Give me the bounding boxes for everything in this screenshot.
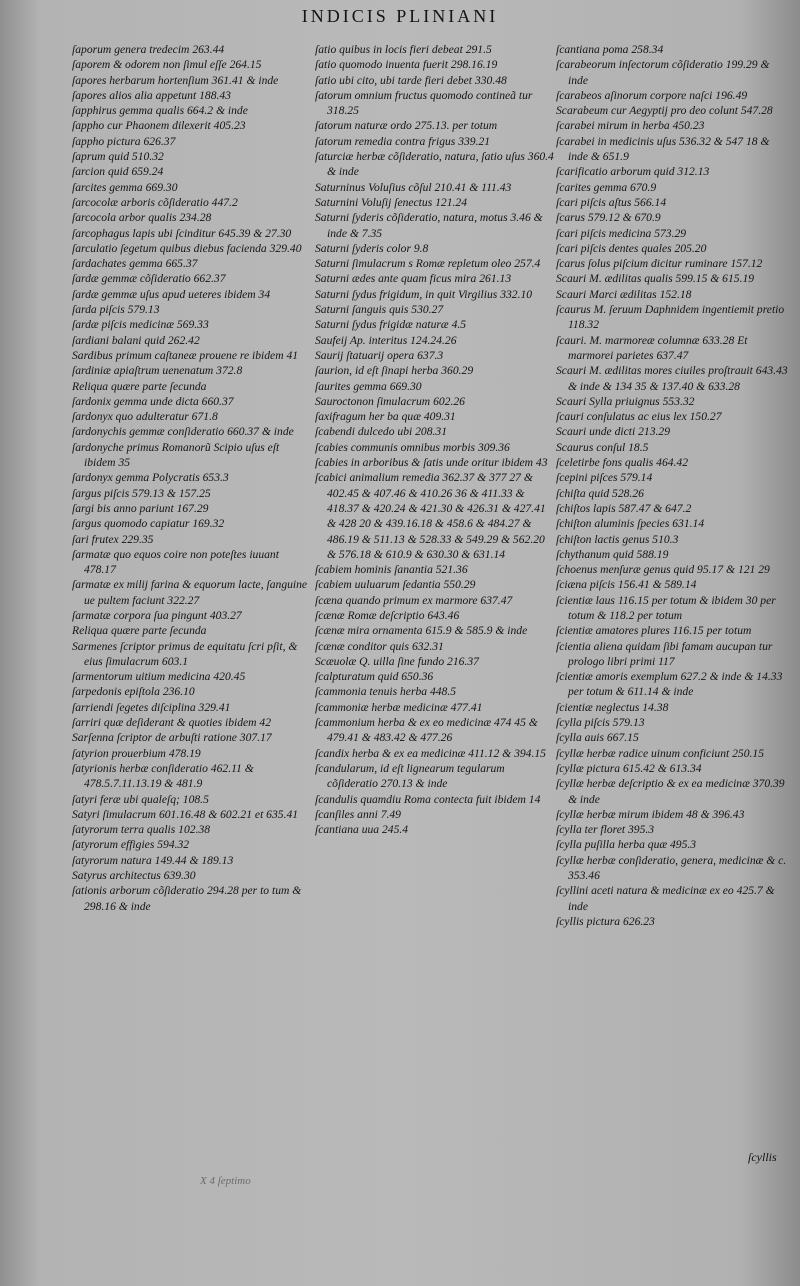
index-entry: ſarcocolæ arboris cõſideratio 447.2 xyxy=(72,195,238,209)
index-entry: ſarcites gemma 669.30 xyxy=(72,180,178,194)
index-entry: ſarcion quid 659.24 xyxy=(72,165,164,179)
index-entry: ſcarabeos aſinorum corpore naſci 196.49 xyxy=(556,88,748,102)
index-entry: ſcalpturatum quid 650.36 xyxy=(315,670,434,684)
index-entry: ſcænæ mira ornamenta 615.9 & 585.9 & inde xyxy=(315,624,528,638)
index-entry: ſcammoniæ herbæ medicinæ 477.41 xyxy=(315,700,483,714)
index-entry: ſcaurus M. ſeruum Daphnidem ingentiemit pretio 118.32 xyxy=(556,303,785,332)
index-entry: ſcylla piſcis 579.13 xyxy=(556,716,645,730)
index-entry: Scauri Marci ædilitas 152.18 xyxy=(556,287,692,301)
catchword: ſcyllis xyxy=(748,1150,777,1164)
index-entry: ſapores alios alia appetunt 188.43 xyxy=(72,88,231,102)
index-entry: Scauri Sylla priuignus 553.32 xyxy=(556,394,695,408)
index-entry: ſcari piſcis aſtus 566.14 xyxy=(556,195,667,209)
index-entry: ſarriendi ſegetes diſciplina 329.41 xyxy=(72,700,231,714)
index-entry: ſcauri. M. marmoreæ columnæ 633.28 Et marmorei parietes 637.47 xyxy=(556,333,748,362)
index-entry: ſcarificatio arborum quid 312.13 xyxy=(556,165,710,179)
index-entry: ſatyrorum effigies 594.32 xyxy=(72,838,190,852)
index-entry: ſcyllis pictura 626.23 xyxy=(556,914,655,928)
index-entry: ſcantiana uua 245.4 xyxy=(315,823,409,837)
index-entry: Saturni ſyderis cõſideratio, natura, motus 3.46 & inde & 7.35 xyxy=(315,211,543,240)
index-entry: ſardonyx gemma Polycratis 653.3 xyxy=(72,471,229,485)
index-entry: ſatorum naturæ ordo 275.13. per totum xyxy=(315,119,498,133)
index-entry: Reliqua quære parte ſecunda xyxy=(72,379,207,393)
index-entry: ſarpedonis epiſtola 236.10 xyxy=(72,685,195,699)
index-entry: ſarmatæ quo equos coire non poteſtes iuuant 478.17 xyxy=(72,547,279,577)
index-entry: ſargus quomodo capiatur 169.32 xyxy=(72,517,225,531)
index-entry: Sardibus primum caſtaneæ prouene re ibidem 41 xyxy=(72,348,299,362)
index-entry: ſcarites gemma 670.9 xyxy=(556,180,657,194)
index-entry: ſchythanum quid 588.19 xyxy=(556,547,669,561)
index-entry: ſarcocola arbor qualis 234.28 xyxy=(72,211,212,225)
index-entry: ſcabiem uuluarum ſedantia 550.29 xyxy=(315,578,476,592)
index-entry: ſcabici animalium remedia 362.37 & 377 27 & 402.45 & 407.46 & 410.26 36 & 411.33 & 418.37 & 420.24 & 421.30 & 426.31 & 427.41 & 428 20 & 439.16.18 & 458.6 & 484.27 & 486.19 & 511.13 & 528.33 & 549.29 & 562.20 & 576.18 & 610.9 & 630.30 & 631.14 xyxy=(315,471,546,561)
index-entry: ſappho pictura 626.37 xyxy=(72,134,176,148)
index-entry: Saturni ſydus frigidæ naturæ 4.5 xyxy=(315,318,467,332)
index-entry: ſcammonium herba & ex eo medicinæ 474 45 & 479.41 & 483.42 & 477.26 xyxy=(315,716,538,745)
index-entry: ſcyllæ herbæ conſideratio, genera, medicinæ & c. 353.46 xyxy=(556,853,787,883)
index-entry: Scauri unde dicti 213.29 xyxy=(556,425,670,439)
index-column-3 xyxy=(556,42,788,929)
index-entry: ſarda piſcis 579.13 xyxy=(72,303,160,317)
index-entry: ſchiſta quid 528.26 xyxy=(556,486,644,500)
index-entry: ſcarus ſolus piſcium dicitur ruminare 157.12 xyxy=(556,257,763,271)
index-entry: ſcyllæ herbæ mirum ibidem 48 & 396.43 xyxy=(556,807,745,821)
index-entry: ſatyrionis herbæ conſideratio 462.11 & 478.5.7.11.13.19 & 481.9 xyxy=(72,761,254,791)
index-entry: ſcabendi dulcedo ubi 208.31 xyxy=(315,425,448,439)
index-entry: ſarmatæ corpora ſua pingunt 403.27 xyxy=(72,608,242,622)
index-entry: ſcari piſcis medicina 573.29 xyxy=(556,226,687,240)
index-entry: ſardiani balani quid 262.42 xyxy=(72,333,200,347)
index-entry: ſcarabei mirum in herba 450.23 xyxy=(556,119,705,133)
index-entry: ſaporem & odorem non ſimul eſſe 264.15 xyxy=(72,58,262,72)
index-entry: Saturnini Voluſij ſenectus 121.24 xyxy=(315,195,467,209)
index-entry: ſcabiem hominis ſanantia 521.36 xyxy=(315,563,468,577)
index-entry: ſchiſton aluminis ſpecies 631.14 xyxy=(556,517,705,531)
index-entry: Scaurus conſul 18.5 xyxy=(556,440,649,454)
index-entry: ſardachates gemma 665.37 xyxy=(72,257,198,271)
index-entry: ſcantiana poma 258.34 xyxy=(556,43,664,56)
index-entry: Saufeij Ap. interitus 124.24.26 xyxy=(315,333,457,347)
index-entry: ſcandularum, id eſt lignearum tegularum cõſideratio 270.13 & inde xyxy=(315,761,505,791)
index-entry: ſaurites gemma 669.30 xyxy=(315,379,422,393)
index-entry: Scauri M. ædilitas qualis 599.15 & 615.19 xyxy=(556,272,755,286)
index-entry: ſardæ piſcis medicinæ 569.33 xyxy=(72,318,209,332)
index-entry: Saturni ſanguis quis 530.27 xyxy=(315,303,444,317)
index-entry: Scarabeum cur Aegyptij pro deo colunt 547.28 xyxy=(556,104,773,118)
index-entry: ſardonyche primus Romanorũ Scipio uſus eſt ibidem 35 xyxy=(72,440,280,470)
index-entry: ſcammonia tenuis herba 448.5 xyxy=(315,685,457,699)
index-entry: ſari frutex 229.35 xyxy=(72,532,154,546)
index-entry: ſaxifragum her ba quæ 409.31 xyxy=(315,410,456,424)
index-entry: ſchoenus menſuræ genus quid 95.17 & 121 29 xyxy=(556,563,770,577)
index-entry: Scauri M. ædilitas mores ciuiles proſtrauit 643.43 & inde & 134 35 & 137.40 & 633.28 xyxy=(556,364,788,393)
index-entry: ſargus piſcis 579.13 & 157.25 xyxy=(72,486,211,500)
index-entry: ſcepini piſces 579.14 xyxy=(556,471,653,485)
index-entry: ſcabies in arboribus & ſatis unde oritur ibidem 43 xyxy=(315,456,548,470)
index-entry: Saturninus Voluſius cõſul 210.41 & 111.43 xyxy=(315,180,512,194)
index-entry: ſcylla ter floret 395.3 xyxy=(556,823,655,837)
index-entry: ſappho cur Phaonem dilexerit 405.23 xyxy=(72,119,246,133)
index-entry: ſaprum quid 510.32 xyxy=(72,150,164,164)
index-entry: Saturni ſimulacrum s Romæ repletum oleo 257.4 xyxy=(315,257,541,271)
index-entry: ſcientiæ neglectus 14.38 xyxy=(556,700,669,714)
index-entry: ſcæna quando primum ex marmore 637.47 xyxy=(315,593,513,607)
index-entry: ſcyllæ pictura 615.42 & 613.34 xyxy=(556,761,702,775)
index-entry: Sauroctonon ſimulacrum 602.26 xyxy=(315,394,465,408)
index-entry: ſcandix herba & ex ea medicinæ 411.12 & 394.15 xyxy=(315,746,546,760)
index-entry: ſarmentorum uitium medicina 420.45 xyxy=(72,670,246,684)
index-entry: ſapores herbarum hortenſium 361.41 & inde xyxy=(72,73,279,87)
index-entry: ſatyrion prouerbium 478.19 xyxy=(72,746,201,760)
index-entry: Satyri ſimulacrum 601.16.48 & 602.21 et 635.41 xyxy=(72,807,299,821)
index-entry: ſarmatæ ex milij farina & equorum lacte, ſanguine ue pultem faciunt 322.27 xyxy=(72,578,308,607)
index-entry: ſargi bis anno pariunt 167.29 xyxy=(72,501,209,515)
index-entry: ſcabies communis omnibus morbis 309.36 xyxy=(315,440,510,454)
index-entry: ſardonyx quo adulteratur 671.8 xyxy=(72,410,218,424)
index-entry: ſcylla auis 667.15 xyxy=(556,731,639,745)
index-entry: ſardiniæ apiaſtrum uenenatum 372.8 xyxy=(72,364,243,378)
index-entry: Saturni ædes ante quam ficus mira 261.13 xyxy=(315,272,512,286)
index-entry: ſapphirus gemma qualis 664.2 & inde xyxy=(72,104,248,118)
index-entry: ſcientiæ amatores plures 116.15 per totum xyxy=(556,624,752,638)
index-entry: ſcientiæ laus 116.15 per totum & ibidem 30 per totum & 118.2 per totum xyxy=(556,593,776,622)
index-entry: Saturni ſyderis color 9.8 xyxy=(315,241,429,255)
index-entry: ſcientia aliena quidam ſibi famam aucupan tur prologo libri primi 117 xyxy=(556,639,773,668)
index-entry: ſcandulis quamdiu Roma contecta fuit ibidem 14 xyxy=(315,792,541,806)
index-entry: ſarriri quæ deſiderant & quoties ibidem 42 xyxy=(72,716,272,730)
index-entry: ſcyllæ herbæ deſcriptio & ex ea medicinæ 370.39 & inde xyxy=(556,777,785,806)
index-entry: ſardonychis gemmæ conſideratio 660.37 & inde xyxy=(72,425,294,439)
index-entry: Satyrus architectus 639.30 xyxy=(72,869,196,883)
index-entry: Reliqua quære parte ſecunda xyxy=(72,624,207,638)
index-entry: ſceletirbe fons qualis 464.42 xyxy=(556,456,689,470)
index-entry: ſcylla puſilla herba quæ 495.3 xyxy=(556,838,697,852)
index-entry: ſcænæ Romæ deſcriptio 643.46 xyxy=(315,608,460,622)
index-entry: ſatyrorum natura 149.44 & 189.13 xyxy=(72,853,234,867)
index-entry: Scæuolæ Q. uilla ſine fundo 216.37 xyxy=(315,654,479,668)
index-entry: ſciæna piſcis 156.41 & 589.14 xyxy=(556,578,697,592)
index-entry: ſchiſtos lapis 587.47 & 647.2 xyxy=(556,501,692,515)
index-entry: ſcanſiles anni 7.49 xyxy=(315,807,401,821)
index-entry: ſcyllini aceti natura & medicinæ ex eo 425.7 & inde xyxy=(556,884,775,913)
index-entry: ſaturciæ herbæ cõſideratio, natura, ſatio uſus 360.4 & inde xyxy=(315,150,554,179)
index-entry: ſaurion, id eſt ſinapi herba 360.29 xyxy=(315,364,474,378)
index-entry: ſatyrorum terra qualis 102.38 xyxy=(72,823,211,837)
index-entry: ſcarus 579.12 & 670.9 xyxy=(556,211,661,225)
index-entry: ſcientiæ amoris exemplum 627.2 & inde & 14.33 per totum & 611.14 & inde xyxy=(556,670,783,699)
index-entry: ſcarabeorum inſectorum cõſideratio 199.29 & inde xyxy=(556,58,770,87)
index-entry: ſaporum genera tredecim 263.44 xyxy=(72,43,225,56)
index-entry: ſatyri feræ ubi qualeſq; 108.5 xyxy=(72,792,209,806)
index-column-1 xyxy=(72,42,312,914)
index-entry: ſcari piſcis dentes quales 205.20 xyxy=(556,241,707,255)
index-entry: Sarſenna ſcriptor de arbuſti ratione 307.17 xyxy=(72,731,272,745)
index-entry: ſatio ubi cito, ubi tarde fieri debet 330.48 xyxy=(315,73,507,87)
index-entry: Saurij ſtatuarij opera 637.3 xyxy=(315,348,444,362)
index-entry: ſarculatio ſegetum quibus diebus facienda 329.40 xyxy=(72,241,302,255)
index-entry: ſcænæ conditor quis 632.31 xyxy=(315,639,444,653)
index-entry: ſatorum omnium fructus quomodo contineã tur 318.25 xyxy=(315,88,533,118)
index-entry: ſatorum remedia contra frigus 339.21 xyxy=(315,134,491,148)
index-entry: ſationis arborum cõſideratio 294.28 per to tum & 298.16 & inde xyxy=(72,884,302,913)
index-entry: Saturni ſydus frigidum, in quit Virgilius 332.10 xyxy=(315,287,533,301)
index-entry: ſatio quibus in locis fieri debeat 291.5 xyxy=(315,43,492,56)
index-entry: Sarmenes ſcriptor primus de equitatu ſcri pſit, & eius ſimulacrum 603.1 xyxy=(72,639,298,668)
index-column-2 xyxy=(315,42,555,837)
index-entry: ſcarabei in medicinis uſus 536.32 & 547 18 & inde & 651.9 xyxy=(556,134,770,164)
index-entry: ſcauri conſulatus ac eius lex 150.27 xyxy=(556,410,722,424)
printer-signature: X 4 ſeptimo xyxy=(200,1175,251,1187)
index-entry: ſatio quomodo inuenta fuerit 298.16.19 xyxy=(315,58,498,72)
running-head: INDICIS PLINIANI xyxy=(301,6,499,26)
index-entry: ſardonix gemma unde dicta 660.37 xyxy=(72,394,234,408)
index-entry: ſchiſton lactis genus 510.3 xyxy=(556,532,679,546)
index-entry: ſardæ gemmæ uſus apud ueteres ibidem 34 xyxy=(72,287,271,301)
index-entry: ſarcophagus lapis ubi ſcinditur 645.39 & 27.30 xyxy=(72,226,292,240)
index-entry: ſcyllæ herbæ radice uinum conficiunt 250.15 xyxy=(556,746,765,760)
index-entry: ſardæ gemmæ cõſideratio 662.37 xyxy=(72,272,226,286)
